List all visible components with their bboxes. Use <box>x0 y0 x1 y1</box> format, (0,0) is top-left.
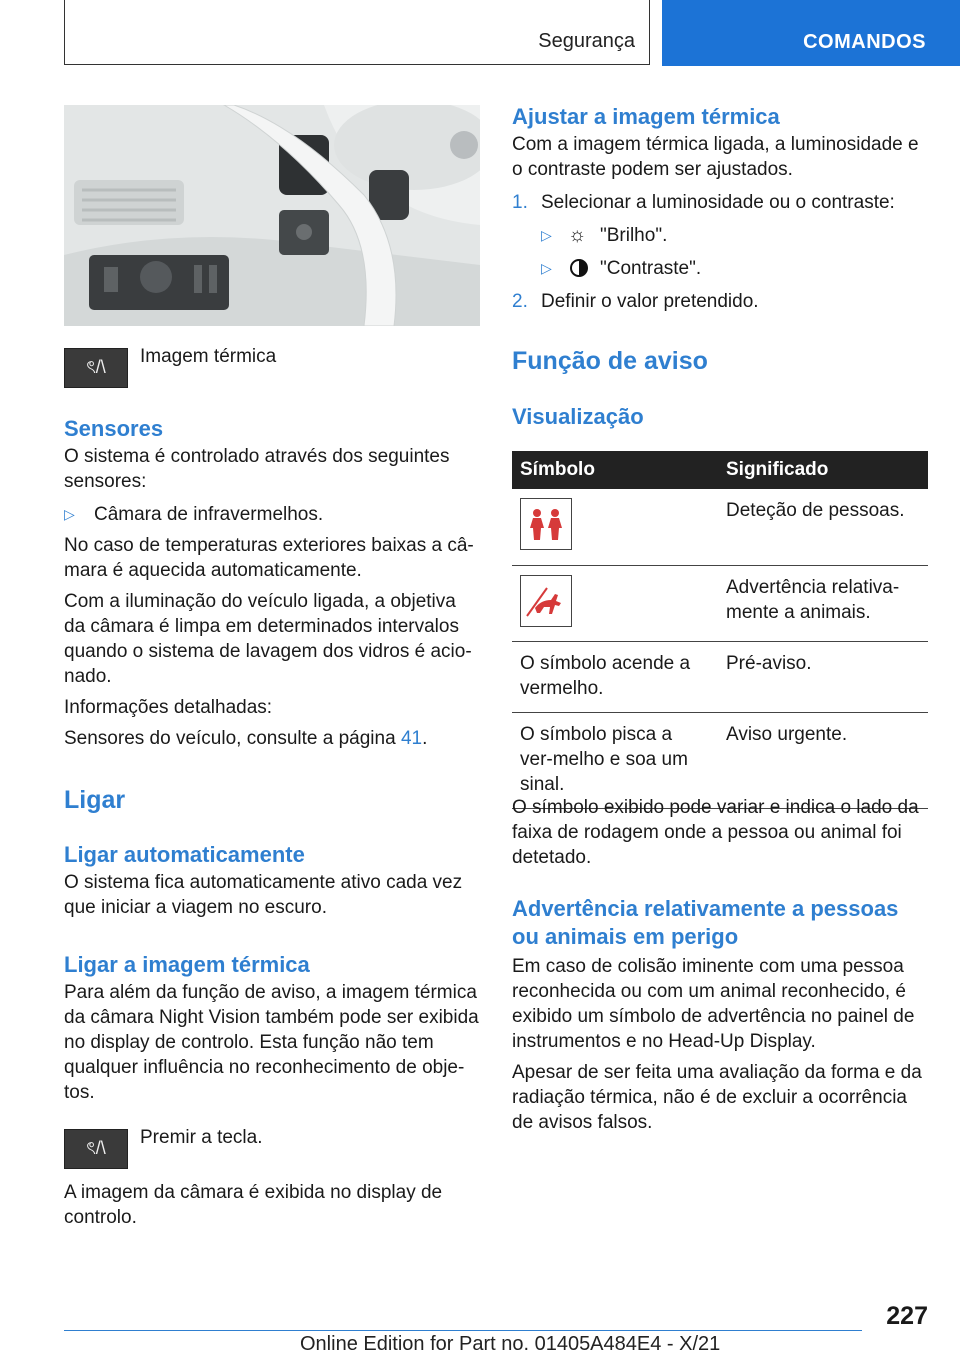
adjust-section <box>512 104 928 314</box>
sensors-section <box>64 416 480 751</box>
sensors-bullet <box>64 502 480 527</box>
night-vision-icon: ৎ/\ <box>86 356 106 377</box>
danger-section <box>512 895 928 1135</box>
para-details: Informações detalhadas: <box>64 697 273 718</box>
reference-end: . <box>422 728 428 749</box>
dashboard-illustration <box>64 105 480 326</box>
step-2-text: Definir o valor pretendido. <box>541 291 759 312</box>
table-row <box>512 489 928 565</box>
button1-image <box>64 348 128 388</box>
auto-section <box>64 842 480 920</box>
page-link[interactable]: 41 <box>400 728 423 749</box>
step-2-number: 2. <box>512 291 528 312</box>
row4-meaning: Aviso urgente. <box>718 712 928 808</box>
danger-text-1: Em caso de colisão iminente com uma pessoa reconhecida ou com um animal reconhecido, é exibido um símbolo de advertência no painel de instrumentos e no Head-Up Display. <box>512 956 915 1052</box>
sub-bullet-icon: ▷ <box>541 227 552 243</box>
thermal-section <box>64 952 480 1105</box>
visualization-title: Visualização <box>512 404 644 429</box>
row1-meaning: Deteção de pessoas. <box>718 489 928 565</box>
table-header <box>512 451 928 489</box>
thermal-title: Ligar a imagem térmica <box>64 952 310 977</box>
auto-text: O sistema fica automaticamente ativo cada vez que iniciar a viagem no escuro. <box>64 872 463 918</box>
col-symbol: Símbolo <box>512 451 718 489</box>
final-text: A imagem da câmara é exibida no display de controlo. <box>64 1182 443 1228</box>
step-1 <box>512 190 928 215</box>
step-1-number: 1. <box>512 192 528 213</box>
warning-title: Função de aviso <box>512 347 708 375</box>
row3-meaning: Pré-aviso. <box>718 641 928 712</box>
col-meaning: Significado <box>718 451 928 489</box>
page-number: 227 <box>886 1302 928 1330</box>
reference-text: Sensores do veículo, consulte a página <box>64 728 401 749</box>
ligar-title: Ligar <box>64 786 126 814</box>
edition-text: Online Edition for Part no. 01405A484E4 - X/21 <box>300 1333 721 1355</box>
table-row <box>512 641 928 712</box>
row4-symbol: O símbolo pisca a ver-melho e soa um sinal. <box>512 712 718 808</box>
para-reference <box>64 726 480 751</box>
adjust-text: Com a imagem térmica ligada, a luminosidade e o contraste podem ser ajustados. <box>512 134 919 180</box>
section-tab[interactable] <box>64 0 650 65</box>
sub-brightness <box>512 223 928 248</box>
bullet-text: Câmara de infravermelhos. <box>94 504 324 525</box>
sensors-title: Sensores <box>64 416 164 441</box>
animal-warning-icon <box>520 575 572 627</box>
contrast-label: "Contraste". <box>600 258 702 279</box>
danger-text-2: Apesar de ser feita uma avaliação da forma e da radiação térmica, não é de excluir a ocorrência de avisos falsos. <box>512 1062 922 1133</box>
adjust-title: Ajustar a imagem térmica <box>512 104 780 129</box>
brightness-label: "Brilho". <box>600 225 668 246</box>
symbol-table <box>512 451 928 809</box>
para-cleaning: Com a iluminação do veículo ligada, a objetiva da câmara é limpa em determinados intervalos quando o sistema de lavagem dos vidros é acio-nado. <box>64 591 472 687</box>
chapter-label: COMANDOS <box>803 31 926 53</box>
row3-symbol: O símbolo acende a vermelho. <box>512 641 718 712</box>
step-2 <box>512 289 928 314</box>
thermal-text: Para além da função de aviso, a imagem térmica da câmara Night Vision também pode ser exibida no display de controlo. Esta função não tem qualquer influência no reconhecimento de obje-tos. <box>64 982 479 1103</box>
auto-title: Ligar automaticamente <box>64 842 305 867</box>
footer-divider <box>64 1330 862 1331</box>
night-vision-icon-2: ৎ/\ <box>86 1137 106 1158</box>
button1-caption: Imagem térmica <box>140 346 277 367</box>
section-label: Segurança <box>538 30 635 52</box>
sub-contrast <box>512 256 928 281</box>
table-row <box>512 712 928 808</box>
step-1-text: Selecionar a luminosidade ou o contraste: <box>541 192 895 213</box>
sensors-intro: O sistema é controlado através dos seguintes sensores: <box>64 446 450 492</box>
sub-bullet-icon: ▷ <box>541 260 552 276</box>
contrast-icon <box>570 259 588 277</box>
page-header <box>0 0 960 66</box>
brightness-icon: ☼ <box>568 224 587 246</box>
bullet-triangle-icon: ▷ <box>64 506 75 522</box>
person-detection-icon <box>520 498 572 550</box>
para-temperature: No caso de temperaturas exteriores baixas a câ-mara é aquecida automaticamente. <box>64 535 474 581</box>
button2-caption: Premir a tecla. <box>140 1127 263 1148</box>
after-table-text: O símbolo exibido pode variar e indica o lado da faixa de rodagem onde a pessoa ou animal foi detetado. <box>512 797 919 868</box>
row2-meaning: Advertência relativa-mente a animais. <box>718 565 928 641</box>
button2-image <box>64 1129 128 1169</box>
table-row <box>512 565 928 641</box>
danger-title: Advertência relativamente a pessoas ou animais em perigo <box>512 896 899 949</box>
chapter-tab[interactable] <box>662 0 960 66</box>
